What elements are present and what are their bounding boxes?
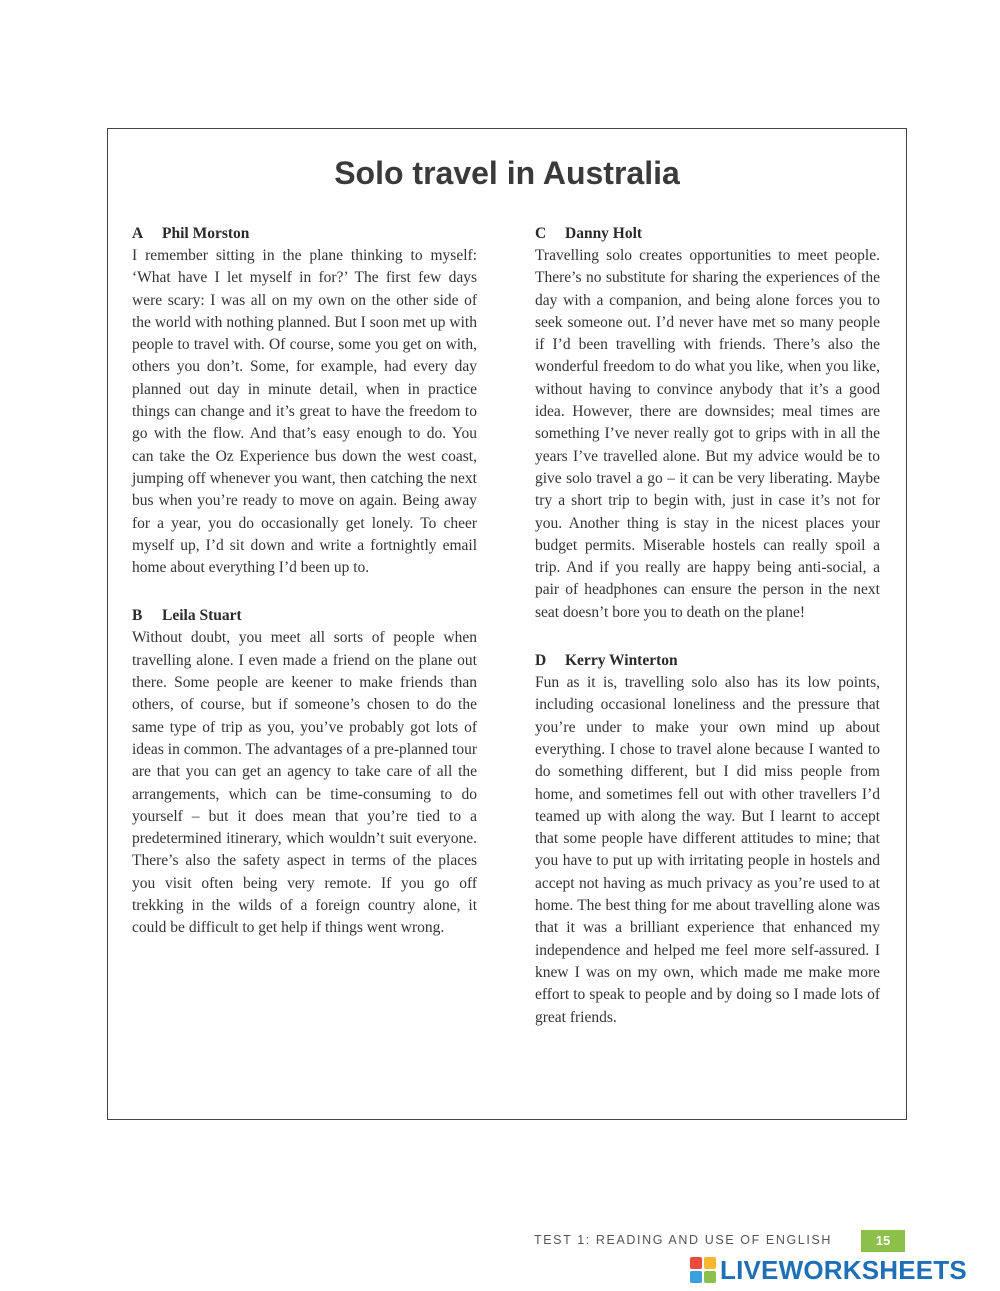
left-column	[132, 223, 477, 966]
section-author: Phil Morston	[162, 225, 250, 242]
section-b	[132, 605, 477, 939]
section-d	[535, 650, 880, 1029]
page-title: Solo travel in Australia	[334, 155, 680, 191]
section-letter: C	[535, 225, 547, 242]
section-letter: B	[132, 607, 143, 625]
footer-label: TEST 1: READING AND USE OF ENGLISH	[534, 1233, 832, 1247]
liveworksheets-logo-icon	[690, 1257, 716, 1283]
right-column	[535, 223, 880, 1055]
page-number-badge: 15	[861, 1230, 905, 1252]
section-letter: A	[132, 225, 144, 242]
section-heading	[132, 605, 477, 627]
watermark-text: LIVEWORKSHEETS	[720, 1254, 967, 1285]
section-author: Danny Holt	[565, 225, 643, 242]
section-heading	[535, 223, 880, 245]
section-author: Kerry Winterton	[565, 652, 678, 670]
article-frame	[107, 128, 907, 1120]
section-c	[535, 223, 880, 624]
section-letter: D	[535, 652, 547, 670]
section-text: I remember sitting in the plane thinking to myself: ‘What have I let myself in for?’ The first few days were scary: I was all on my own on the other side of the world with nothing planned. But I soon met up with people to travel with. Of course, some you get on with, others you don’t. Some, for example, had every day planned out day in minute detail, when in practice things can change and it’s great to have the freedom to go with the flow. And that’s easy enough to do. You can take the Oz Experience bus down the west coast, jumping off whenever you want, then catching the next bus when you’re ready to move on again. Being away for a year, you do occasionally get lonely. To cheer myself up, I’d sit down and write a fortnightly email home about everything I’d been up to.	[132, 247, 477, 577]
section-text: Without doubt, you meet all sorts of people when travelling alone. I even made a friend on the plane out there. Some people are keener to make friends than others, of course, but if someone’s chosen to do the same type of trip as you, you’ve probably got lots of ideas in common. The advantages of a pre-planned tour are that you can get an agency to take care of all the arrangements, which can be time-consuming to do yourself – but it does mean that you’re tied to a predetermined itinerary, which wouldn’t suit everyone. There’s also the safety aspect in terms of the places you visit often being very remote. If you go off trekking in the wilds of a foreign country alone, it could be difficult to get help if things went wrong.	[132, 629, 477, 937]
section-author: Leila Stuart	[162, 607, 242, 625]
liveworksheets-watermark	[690, 1255, 967, 1285]
section-heading	[535, 650, 880, 672]
section-heading	[132, 223, 477, 245]
section-text: Fun as it is, travelling solo also has its low points, including occasional loneliness and the pressure that you’re under to make your own mind up about everything. I chose to travel alone because I wanted to do something different, but I did miss people from home, and sometimes fell out with other travellers I’d teamed up with along the way. But I learnt to accept that some people have different attitudes to mine; that you have to put up with irritating people in hostels and accept not having as much privacy as you’re used to at home. The best thing for me about travelling alone was that it was a brilliant experience that enhanced my independence and helped me feel more self-assured. I knew I was on my own, which made me make more effort to speak to people and by doing so I made lots of great friends.	[535, 674, 880, 1026]
section-text: Travelling solo creates opportunities to meet people. There’s no substitute for sharing the experiences of the day with a companion, and being alone forces you to seek someone out. I’d never have met so many people if I’d been travelling with friends. There’s also the wonderful freedom to do what you like, when you like, without having to convince anybody that it’s a good idea. However, there are downsides; meal times are something I’ve never really got to grips with in all the years I’ve travelled alone. But my advice would be to give solo travel a go – it can be very liberating. Maybe try a short trip to begin with, just in case it’s not for you. Another thing is stay in the nicest places your budget permits. Miserable hostels can really spoil a trip. And if you really are happy being anti-social, a pair of headphones can ensure the person in the next seat doesn’t bore you to death on the plane!	[535, 247, 880, 621]
section-a	[132, 223, 477, 579]
